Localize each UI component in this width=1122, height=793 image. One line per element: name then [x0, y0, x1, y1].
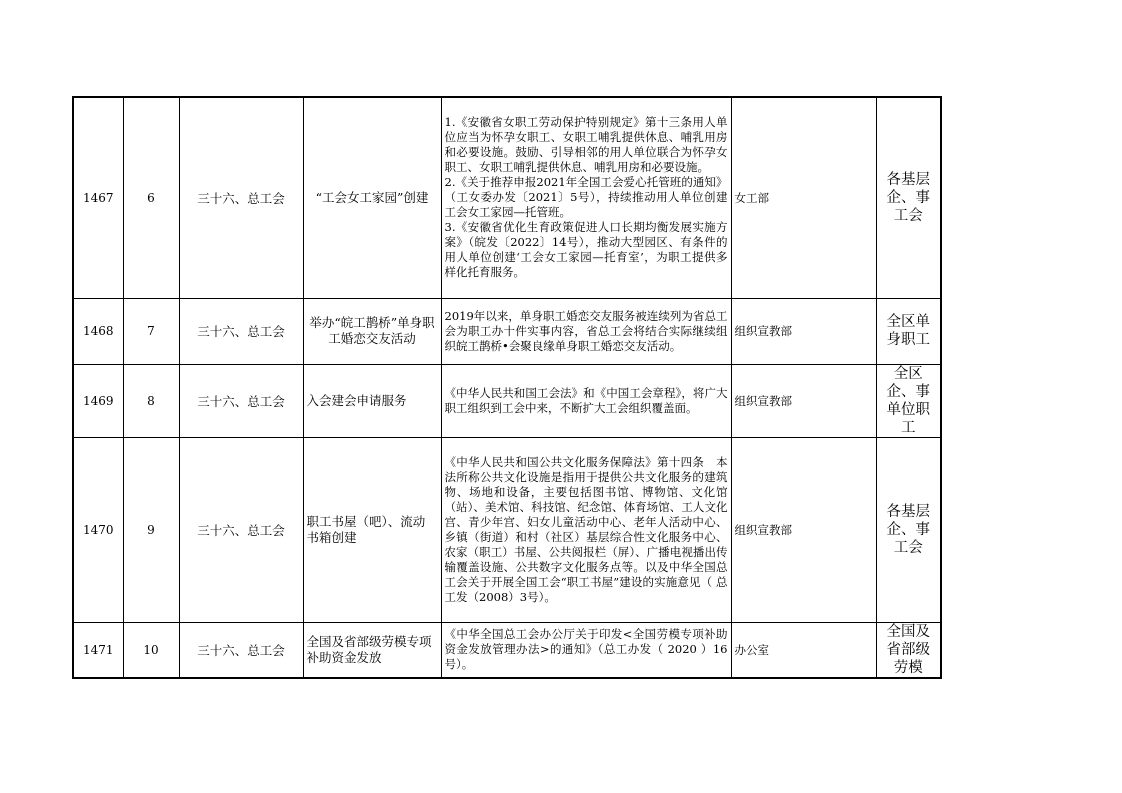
- row-item: 职工书屋（吧）、流动书箱创建: [303, 437, 441, 622]
- row-item: 入会建会申请服务: [303, 364, 441, 437]
- basis-line: 《中华人民共和国公共文化服务保障法》第十四条 本法所称公共文化设施是指用于提供公共文化服务的建筑物、场地和设备，主要包括图书馆、博物馆、文化馆（站）、美术馆、科技馆、纪念馆、体育场馆、工人文化宫、青少年宫、妇女儿童活动中心、老年人活动中心、乡镇（街道）和村（社区）基层综合性文化服务中心、农家（职工）书屋、公共阅报栏（屏）、广播电视播出传输覆盖设施、公共数字文化服务点等。以及中华全国总工会关于开展全国工会“职工书屋”建设的实施意见（ 总工发（2008）3号）。: [444, 454, 728, 604]
- row-id: 1469: [73, 364, 123, 437]
- row-unit: 组织宣教部: [731, 298, 876, 364]
- row-basis: [441, 364, 731, 437]
- row-target: 全区企、事单位职工: [876, 364, 941, 437]
- row-id: 1470: [73, 437, 123, 622]
- row-target: 全区单身职工: [876, 298, 941, 364]
- row-dept: 三十六、总工会: [179, 364, 303, 437]
- row-basis: [441, 298, 731, 364]
- row-unit: 组织宣教部: [731, 437, 876, 622]
- basis-line: 2.《关于推荐申报2021年全国工会爱心托管班的通知》（工女委办发〔2021〕5号），持续推动用人单位创建工会女工家园—托管班。: [444, 175, 728, 220]
- row-seq: 6: [123, 97, 179, 298]
- row-dept: 三十六、总工会: [179, 298, 303, 364]
- basis-line: 3.《安徽省优化生育政策促进人口长期均衡发展实施方案》（皖发〔2022〕14号），推动大型园区、有条件的用人单位创建‘工会女工家园—托育室’，为职工提供多样化托育服务。: [444, 220, 728, 280]
- basis-line: 《中华全国总工会办公厅关于印发<全国劳模专项补助资金发放管理办法>的通知》（总工办发（ 2020 ）16号）。: [444, 627, 728, 671]
- row-basis: [441, 437, 731, 622]
- table-row: [73, 97, 941, 298]
- row-seq: 8: [123, 364, 179, 437]
- row-id: 1471: [73, 622, 123, 678]
- row-dept: 三十六、总工会: [179, 97, 303, 298]
- table-row: [73, 622, 941, 678]
- row-seq: 7: [123, 298, 179, 364]
- table-row: [73, 437, 941, 622]
- row-dept: 三十六、总工会: [179, 437, 303, 622]
- row-item: 全国及省部级劳模专项补助资金发放: [303, 622, 441, 678]
- service-table: [72, 96, 942, 679]
- row-unit: 办公室: [731, 622, 876, 678]
- row-dept: 三十六、总工会: [179, 622, 303, 678]
- row-seq: 10: [123, 622, 179, 678]
- row-item: 举办“皖工鹊桥”单身职工婚恋交友活动: [303, 298, 441, 364]
- row-target: 各基层企、事工会: [876, 97, 941, 298]
- row-item: “工会女工家园”创建: [303, 97, 441, 298]
- row-unit: 女工部: [731, 97, 876, 298]
- table-row: [73, 298, 941, 364]
- row-target: 全国及省部级劳模: [876, 622, 941, 678]
- row-seq: 9: [123, 437, 179, 622]
- basis-line: 1.《安徽省女职工劳动保护特别规定》第十三条用人单位应当为怀孕女职工、女职工哺乳提供休息、哺乳用房和必要设施。鼓励、引导相邻的用人单位联合为怀孕女职工、女职工哺乳提供休息、哺乳用房和必要设施。: [444, 115, 728, 175]
- row-basis: [441, 622, 731, 678]
- row-basis: [441, 97, 731, 298]
- row-id: 1468: [73, 298, 123, 364]
- row-unit: 组织宣教部: [731, 364, 876, 437]
- row-id: 1467: [73, 97, 123, 298]
- row-target: 各基层企、事工会: [876, 437, 941, 622]
- basis-line: 《中华人民共和国工会法》和《中国工会章程》，将广大职工组织到工会中来，不断扩大工会组织覆盖面。: [444, 385, 728, 415]
- basis-line: 2019年以来，单身职工婚恋交友服务被连续列为省总工会为职工办十件实事内容，省总工会将结合实际继续组织皖工鹊桥•会聚良缘单身职工婚恋交友活动。: [444, 308, 728, 353]
- table-row: [73, 364, 941, 437]
